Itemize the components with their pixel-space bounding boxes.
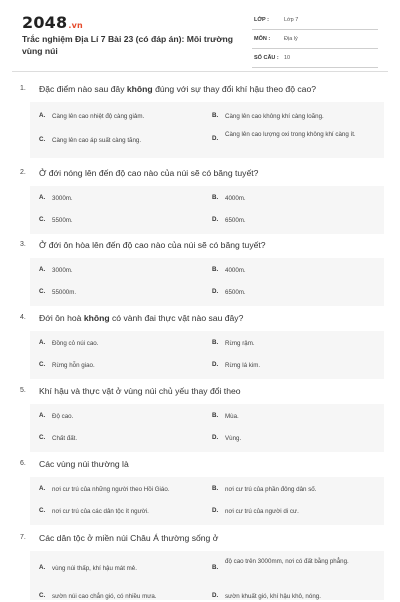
- option-letter: A.: [39, 194, 46, 201]
- option-letter: A.: [39, 412, 46, 419]
- site-logo[interactable]: [22, 13, 83, 32]
- option-text: Rừng hỗn giao.: [52, 362, 95, 369]
- option-text: 3000m.: [52, 267, 73, 274]
- answer-options: [30, 404, 384, 452]
- option-text: 4000m.: [225, 267, 246, 274]
- option-letter: B.: [212, 485, 219, 492]
- option-letter: C.: [39, 507, 46, 514]
- question-text: [39, 313, 384, 323]
- meta-label: LỚP :: [254, 17, 269, 23]
- answer-options: [30, 477, 384, 525]
- question-text-emphasis: không: [83, 313, 110, 323]
- answer-options: [30, 258, 384, 306]
- option-text: sườn núi cao chắn gió, có nhiều mưa.: [52, 593, 157, 600]
- option-letter: B.: [212, 194, 219, 201]
- option-letter: B.: [212, 266, 219, 273]
- question-number: 2.: [20, 169, 26, 176]
- question-text: Khí hậu và thực vật ở vùng núi chủ yếu thay đổi theo: [39, 386, 241, 396]
- question-text: [39, 84, 384, 94]
- answer-options: [30, 551, 384, 600]
- question-text-part: có vành đai thực vật nào sau đây?: [109, 313, 244, 323]
- option-letter: D.: [212, 507, 219, 514]
- question-number: 3.: [20, 241, 26, 248]
- option-text: Vùng.: [225, 435, 242, 442]
- option-text: 3000m.: [52, 195, 73, 202]
- option-letter: C.: [39, 136, 46, 143]
- document-header: [0, 0, 400, 72]
- option-letter: D.: [212, 216, 219, 223]
- option-letter: B.: [212, 412, 219, 419]
- document-meta: [252, 14, 378, 71]
- meta-row-subject: [252, 33, 378, 49]
- option-letter: D.: [212, 592, 219, 599]
- meta-label: MÔN :: [254, 36, 271, 42]
- option-letter: A.: [39, 564, 46, 571]
- question-text: Các vùng núi thường là: [39, 459, 129, 469]
- option-text: 5500m.: [52, 217, 73, 224]
- option-letter: A.: [39, 266, 46, 273]
- question-header: [0, 382, 400, 404]
- option-text: Rừng rậm.: [225, 340, 255, 347]
- option-text: độ cao trên 3000mm, nơi có đất bằng phẳng.: [225, 558, 349, 565]
- meta-label: SỐ CÂU :: [254, 55, 279, 61]
- question-number: 7.: [20, 534, 26, 541]
- option-letter: C.: [39, 361, 46, 368]
- option-text: 55000m.: [52, 289, 77, 296]
- option-text: vùng núi thấp, khí hậu mát mẻ.: [52, 565, 137, 572]
- question-text-emphasis: không: [126, 84, 153, 94]
- option-text: Mùa.: [225, 413, 239, 420]
- option-text: nơi cư trú của người di cư.: [225, 508, 299, 515]
- question-text: Ở đới nóng lên đến độ cao nào của núi sẽ có băng tuyết?: [39, 168, 259, 178]
- option-text: Độ cao.: [52, 413, 74, 420]
- option-letter: D.: [212, 135, 219, 142]
- question-header: [0, 455, 400, 477]
- option-letter: A.: [39, 485, 46, 492]
- option-letter: B.: [212, 112, 219, 119]
- question-header: [0, 80, 400, 102]
- option-letter: C.: [39, 288, 46, 295]
- question-number: 6.: [20, 460, 26, 467]
- meta-value: 10: [284, 55, 291, 61]
- question-header: [0, 236, 400, 258]
- meta-row-count: [252, 52, 378, 68]
- question-text: Các dân tộc ở miền núi Châu Á thường sống ở: [39, 533, 219, 543]
- option-text: Chất đất.: [52, 435, 78, 442]
- option-letter: A.: [39, 112, 46, 119]
- question-text-part: Đới ôn hoà: [39, 313, 84, 323]
- option-letter: C.: [39, 434, 46, 441]
- option-text: Càng lên cao không khí càng loãng.: [225, 113, 324, 120]
- option-letter: C.: [39, 216, 46, 223]
- meta-value: Địa lý: [284, 36, 298, 42]
- meta-value: Lớp 7: [284, 17, 299, 23]
- option-text: Càng lên cao áp suất càng tăng.: [52, 137, 142, 144]
- option-text: nơi cư trú của các dân tộc ít người.: [52, 508, 149, 515]
- option-text: Đồng cỏ núi cao.: [52, 340, 99, 347]
- question-number: 5.: [20, 387, 26, 394]
- question-number: 1.: [20, 85, 26, 92]
- question-header: [0, 164, 400, 186]
- option-text: 6500m.: [225, 289, 246, 296]
- option-letter: B.: [212, 564, 219, 571]
- header-divider: [12, 71, 388, 72]
- answer-options: [30, 102, 384, 158]
- option-text: Càng lên cao lượng oxi trong không khí càng ít.: [225, 131, 356, 138]
- option-text: Càng lên cao nhiệt độ càng giảm.: [52, 113, 145, 120]
- option-text: nơi cư trú của những người theo Hồi Giáo.: [52, 486, 170, 493]
- question-text: Ở đới ôn hòa lên đến độ cao nào của núi sẽ có băng tuyết?: [39, 240, 266, 250]
- question-text-part: Đặc điểm nào sau đây: [39, 84, 127, 94]
- answer-options: [30, 186, 384, 234]
- option-letter: A.: [39, 339, 46, 346]
- question-header: [0, 529, 400, 551]
- option-text: sườn khuất gió, khí hậu khô, nóng.: [225, 593, 321, 600]
- option-letter: C.: [39, 592, 46, 599]
- question-text-part: đúng với sự thay đổi khí hậu theo độ cao?: [152, 84, 317, 94]
- logo-text: 2048: [22, 13, 68, 32]
- logo-suffix: .vn: [68, 21, 83, 30]
- option-text: 4000m.: [225, 195, 246, 202]
- option-letter: D.: [212, 361, 219, 368]
- option-letter: D.: [212, 288, 219, 295]
- option-letter: B.: [212, 339, 219, 346]
- question-header: [0, 309, 400, 331]
- page-title: Trắc nghiệm Địa Lí 7 Bài 23 (có đáp án): Môi trường vùng núi: [22, 34, 233, 56]
- option-text: nơi cư trú của phần đông dân số.: [225, 486, 317, 493]
- question-number: 4.: [20, 314, 26, 321]
- option-text: Rừng lá kim.: [225, 362, 261, 369]
- answer-options: [30, 331, 384, 379]
- meta-row-class: [252, 14, 378, 30]
- option-letter: D.: [212, 434, 219, 441]
- option-text: 6500m.: [225, 217, 246, 224]
